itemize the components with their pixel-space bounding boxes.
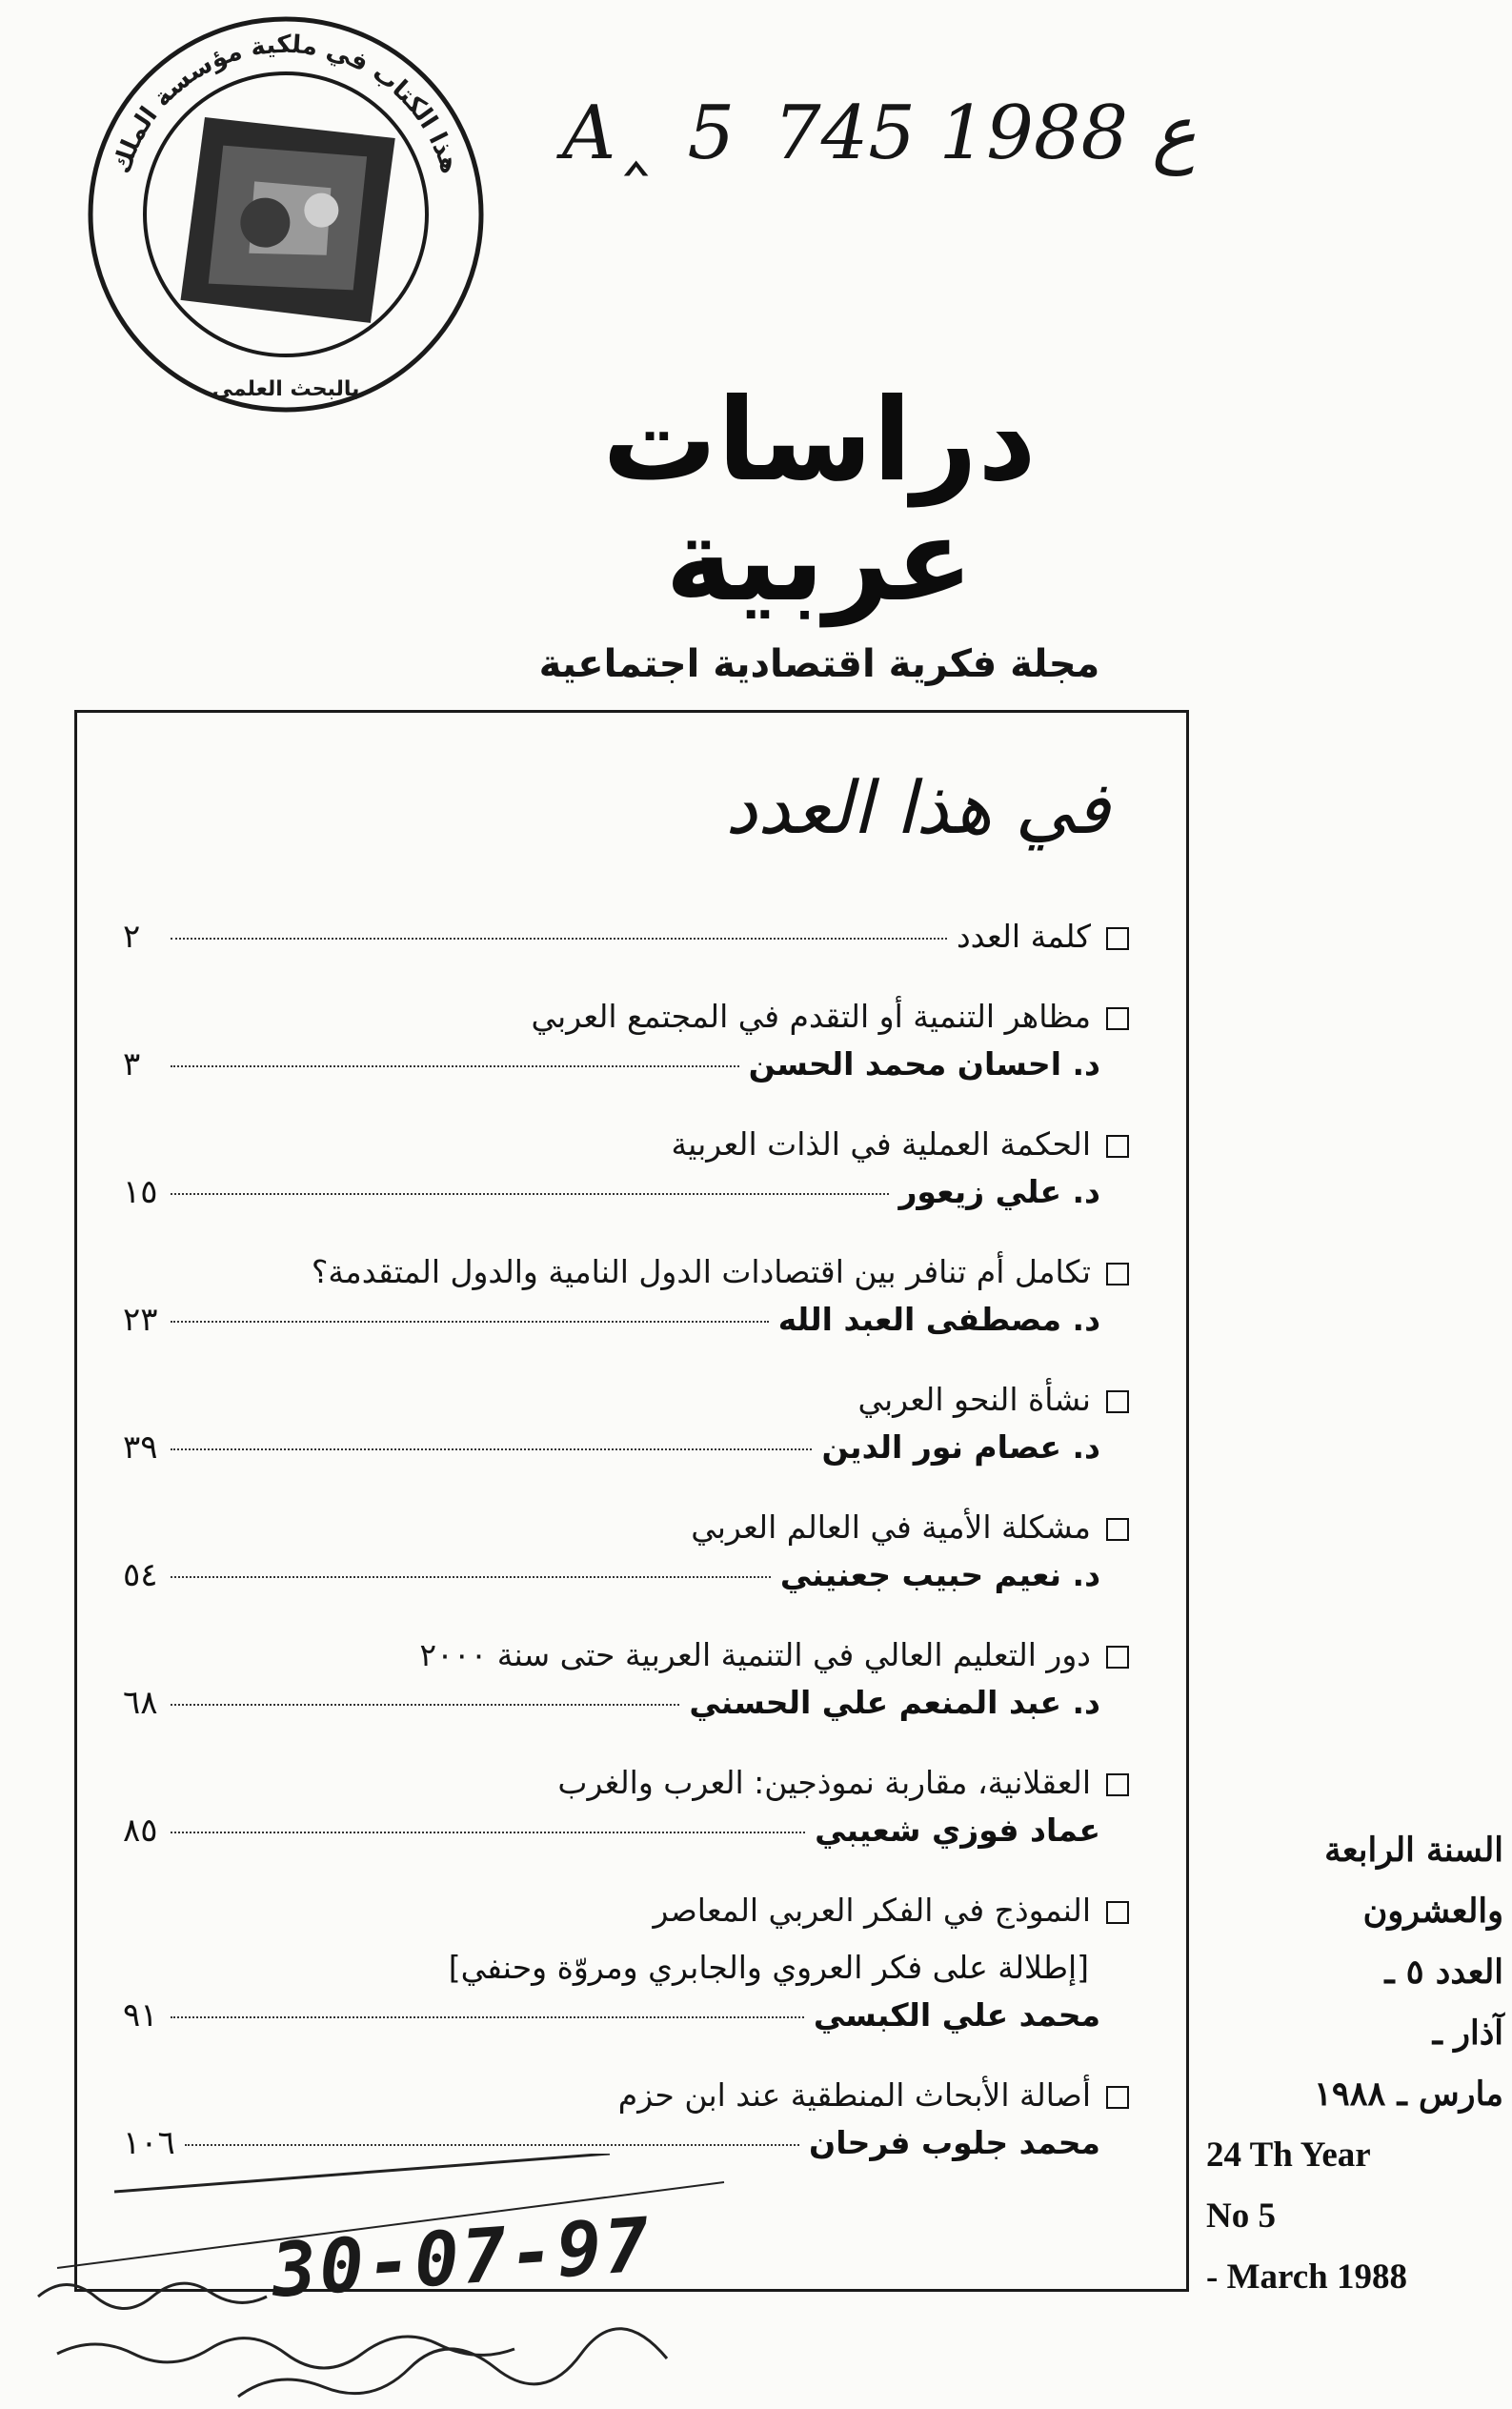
- dot-leader: [171, 1832, 805, 1833]
- dot-leader: [171, 1321, 769, 1323]
- toc-page-number: ١٠٦: [123, 2124, 175, 2162]
- toc-item-author: د. عصام نور الدين: [821, 1428, 1100, 1466]
- issue-info-arabic-line: السنة الرابعة: [1324, 1831, 1503, 1870]
- checkbox-icon: [1106, 1007, 1129, 1030]
- handwriting-scribbles: [0, 2154, 1512, 2409]
- dot-leader: [171, 1576, 771, 1578]
- toc-item-title: كلمة العدد: [956, 918, 1091, 955]
- toc-item: [123, 1116, 1129, 1230]
- toc-heading: في هذا العدد: [725, 765, 1110, 850]
- toc-item-author: عماد فوزي شعيبي: [815, 1812, 1100, 1849]
- toc-item: [123, 1499, 1129, 1613]
- handwritten-accession-number: A‸ 5 ع 1988 745: [562, 91, 1197, 176]
- toc-item-title: الحكمة العملية في الذات العربية: [671, 1125, 1091, 1163]
- issue-info-arabic-line: والعشرون: [1362, 1892, 1503, 1931]
- issue-info-arabic-line: العدد ٥ ـ: [1384, 1953, 1503, 1992]
- toc-page-number: ١٥: [123, 1173, 158, 1211]
- toc-item-title: دور التعليم العالي في التنمية العربية حتى سنة ٢٠٠٠: [419, 1636, 1091, 1673]
- toc-page-number: ٣٩: [123, 1428, 158, 1467]
- toc-item-author: د. علي زيعور: [898, 1173, 1100, 1210]
- dot-leader: [171, 2016, 804, 2018]
- dot-leader: [171, 1704, 679, 1706]
- checkbox-icon: [1106, 1135, 1129, 1158]
- toc-item-author: د. عبد المنعم علي الحسني: [689, 1684, 1100, 1721]
- checkbox-icon: [1106, 1390, 1129, 1413]
- toc-item-author: د. مصطفى العبد الله: [777, 1301, 1100, 1338]
- toc-item: [123, 1627, 1129, 1741]
- table-of-contents: [74, 710, 1189, 2292]
- checkbox-icon: [1106, 2086, 1129, 2109]
- toc-item-title: مشكلة الأمية في العالم العربي: [691, 1508, 1091, 1546]
- toc-item: [123, 1882, 1129, 2054]
- dot-leader: [171, 1448, 812, 1450]
- checkbox-icon: [1106, 1901, 1129, 1924]
- handwritten-date: 30-07-97: [269, 2202, 655, 2315]
- journal-subtitle: مجلة فكرية اقتصادية اجتماعية: [538, 642, 1100, 686]
- toc-item: [123, 1244, 1129, 1358]
- dot-leader: [171, 938, 947, 940]
- dot-leader: [171, 1193, 889, 1195]
- toc-item-title: أصالة الأبحاث المنطقية عند ابن حزم: [617, 2076, 1091, 2114]
- toc-item: [123, 1754, 1129, 1869]
- toc-item-author: محمد علي الكبسي: [813, 1996, 1100, 2034]
- toc-page-number: ٩١: [123, 1996, 158, 2034]
- toc-item-subtitle: [إطلالة على فكر العروي والجابري ومروّة وحنفي]: [448, 1949, 1089, 1986]
- issue-info-english-line: - March 1988: [1206, 2257, 1407, 2297]
- toc-item: [123, 1371, 1129, 1486]
- svg-text:بالبحث العلمي: بالبحث العلمي: [212, 377, 360, 401]
- checkbox-icon: [1106, 1263, 1129, 1285]
- issue-info-english-line: No 5: [1206, 2196, 1276, 2236]
- toc-item-title: النموذج في الفكر العربي المعاصر: [653, 1892, 1091, 1929]
- library-stamp: [57, 0, 514, 438]
- toc-item-author: محمد جلوب فرحان: [809, 2124, 1100, 2161]
- checkbox-icon: [1106, 927, 1129, 950]
- issue-info-arabic-line: مارس ـ ١٩٨٨: [1314, 2075, 1503, 2114]
- toc-item-title: نشأة النحو العربي: [857, 1381, 1091, 1418]
- checkbox-icon: [1106, 1773, 1129, 1796]
- toc-item-author: د. احسان محمد الحسن: [748, 1045, 1100, 1083]
- toc-item-title: العقلانية، مقاربة نموذجين: العرب والغرب: [557, 1764, 1091, 1801]
- toc-page-number: ٢: [123, 918, 141, 956]
- issue-info-arabic-line: آذار ـ: [1432, 2014, 1503, 2053]
- toc-item: [123, 918, 1129, 975]
- toc-item: [123, 988, 1129, 1103]
- dot-leader: [185, 2144, 799, 2146]
- masthead: [457, 375, 1181, 686]
- toc-page-number: ٥٤: [123, 1556, 158, 1594]
- toc-page-number: ٨٥: [123, 1812, 158, 1850]
- toc-list: [123, 918, 1129, 2195]
- svg-text:هذا الكتاب في ملكية مؤسسة المل: هذا الكتاب في ملكية مؤسسة الملك: [107, 30, 465, 177]
- issue-info-english-line: 24 Th Year: [1206, 2136, 1371, 2175]
- toc-item-author: د. نعيم حبيب جعنيني: [779, 1556, 1100, 1593]
- toc-page-number: ٣: [123, 1045, 141, 1083]
- toc-page-number: ٢٣: [123, 1301, 158, 1339]
- checkbox-icon: [1106, 1518, 1129, 1541]
- journal-title: دراسات عربية: [602, 375, 1037, 627]
- checkbox-icon: [1106, 1646, 1129, 1669]
- toc-item-title: تكامل أم تنافر بين اقتصادات الدول النامية والدول المتقدمة؟: [311, 1253, 1091, 1290]
- toc-item-title: مظاهر التنمية أو التقدم في المجتمع العربي: [531, 998, 1091, 1035]
- toc-page-number: ٦٨: [123, 1684, 158, 1722]
- dot-leader: [171, 1065, 739, 1067]
